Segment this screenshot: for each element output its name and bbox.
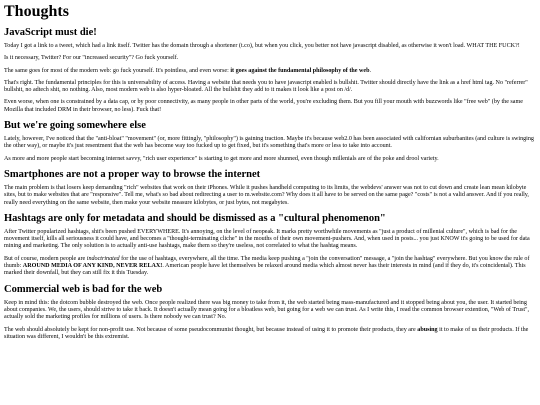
paragraph xyxy=(4,256,536,278)
section-heading: Commercial web is bad for the web xyxy=(4,283,163,295)
text-run: The same goes for most of the modern web: go fuck yourself. It's pointless, and even worse: xyxy=(4,67,231,74)
paragraph xyxy=(4,185,536,207)
section-heading: But we're going somewhere else xyxy=(4,120,146,132)
paragraph xyxy=(4,229,536,251)
text-run: After Twitter popularized hashtags, shit's been pushed EVERYWHERE. It's annoying, on the level of neopeak. It marks pretty worthwhile movements as "just a product of millenial culture", which is bad for the movement itself, kills all seriousness it could have, and becomes a "thought-terminating cliche" in the mouths of their own movement-pushers. And, when used in posts... you just KNOW it's going to be used for data mining and marketing. The only solution is to actually anti-use hashtags, make them so they're useless, not correlated to what the hashtag means. xyxy=(4,228,530,250)
text-run: Lately, however, I've noticed that the "anti-bloat" "movement" (or, more fittingly, "philosophy") is gaining traction. Maybe it's because web2.0 has been associated with californian suburbanites (and culture is swinging the other way), or maybe it's just resentment that the web has become way too fucked up to get fixed, but it's something that's more or less to take into account. xyxy=(4,136,534,150)
italic-text: indoctrinated xyxy=(86,255,120,262)
paragraph xyxy=(4,327,536,342)
page-title: Thoughts xyxy=(4,3,69,20)
paragraph xyxy=(4,55,536,62)
paragraph xyxy=(4,99,536,114)
text-run: As more and more people start becoming internet savvy, "rich user experience" is starting to get more and more shunned, even though millenials are of the poke and drool variety. xyxy=(4,155,439,162)
text-run: The web should absolutely be kept for non-profit use. Not because of some pseudocommunist thought, but because instead of using it to promote their products, they are xyxy=(4,326,418,333)
paragraph xyxy=(4,43,536,50)
text-run: Even worse, when one is constrained by a data cap, or by poor connectivity, as many people in other parts of the world, you're excluding them. But you fill your mouth with buzzwords like "free web" (by the same Mozilla that included DRM in their browser, no less). Fuck that! xyxy=(4,99,523,113)
section-heading: JavaScript must die! xyxy=(4,27,97,38)
text-run: . American people have let themselves be relaxed around media which almost never has their interests in mind (and if they do, it's coincidental). This marked their downfall, but they can still fix it this Tuesday. xyxy=(4,263,526,277)
bold-text: abusing xyxy=(417,326,438,333)
paragraph xyxy=(4,300,536,322)
text-run: for the use of hashtags, everywhere, all the time. The media keep pushing a "join the conversation" message, a "join the hashtag" everywhere. But you know the rule of thumb: xyxy=(4,255,530,270)
text-run: But of course, modern people are xyxy=(4,255,87,262)
bold-text: it goes against the fundamental philosophy of the web xyxy=(230,67,370,74)
paragraph xyxy=(4,80,536,95)
bold-text: AROUND MEDIA OF ANY KIND, NEVER RELAX! xyxy=(22,263,163,270)
article-body xyxy=(4,27,536,341)
text-run: The main problem is that losers keep demanding "rich" websites that work on their iPhones. While it pushes handheld computing to its limits, the webdevs' answer was not to cut down and create lean mean kilobyte sites, but to make websites that are "responsive". Tell me, what's so bad about redirecting a user to m.website.com? Why does it all have to be served on the same page? "costs" is not a valid answer. And if you really, really need everything on the same website, then make your website measure kilobytes, or just bytes, not megabytes. xyxy=(4,184,529,206)
text-run: Today I got a link to a tweet, which had a link itself. Twitter has the domain through a shortener (t.co), but when you click, you better not have javascript disabled, as otherwise it won't load. WHAT THE FUCK?! xyxy=(4,43,520,49)
text-run: That's right. The fundamental principles for this is universability of access. Having a website that needs you to have javascript enabled is bullshit. Twitter should directly have the link as a href html tag. No "referrer" bullshit, no adtech shit, no nothing. Also, most modern web is also hyper-bloated. All the bullshit they add to it makes it look like a post on /d/. xyxy=(4,79,528,94)
text-run: . xyxy=(369,67,372,74)
text-run: Is it necessary, Twitter? For our "increased security"? Go fuck yourself. xyxy=(4,55,179,62)
paragraph xyxy=(4,156,536,163)
paragraph xyxy=(4,68,536,75)
text-run: Keep in mind this: the dotcom bubble destroyed the web. Once people realized there was big money to take from it, the web started being mass-manufactured and it stopped being about you, the user. It started being about companies. We, the users, should strive to take it back. It doesn't actually mean going for a bloatless web, but going for a web we can trust. As I write this, I read the common browser extention, "Web of Trust", actually sold the marketing profiles for millions of users. Is there nobody we can trust? No. xyxy=(4,299,530,321)
section-heading: Smartphones are not a proper way to browse the internet xyxy=(4,168,261,180)
section-heading: Hashtags are only for metadata and should be dismissed as a "cultural phenomenon" xyxy=(4,212,386,224)
paragraph xyxy=(4,136,536,151)
text-run: it to make of us their products. If the situation was different, I wouldn't be this extremist. xyxy=(4,326,529,340)
